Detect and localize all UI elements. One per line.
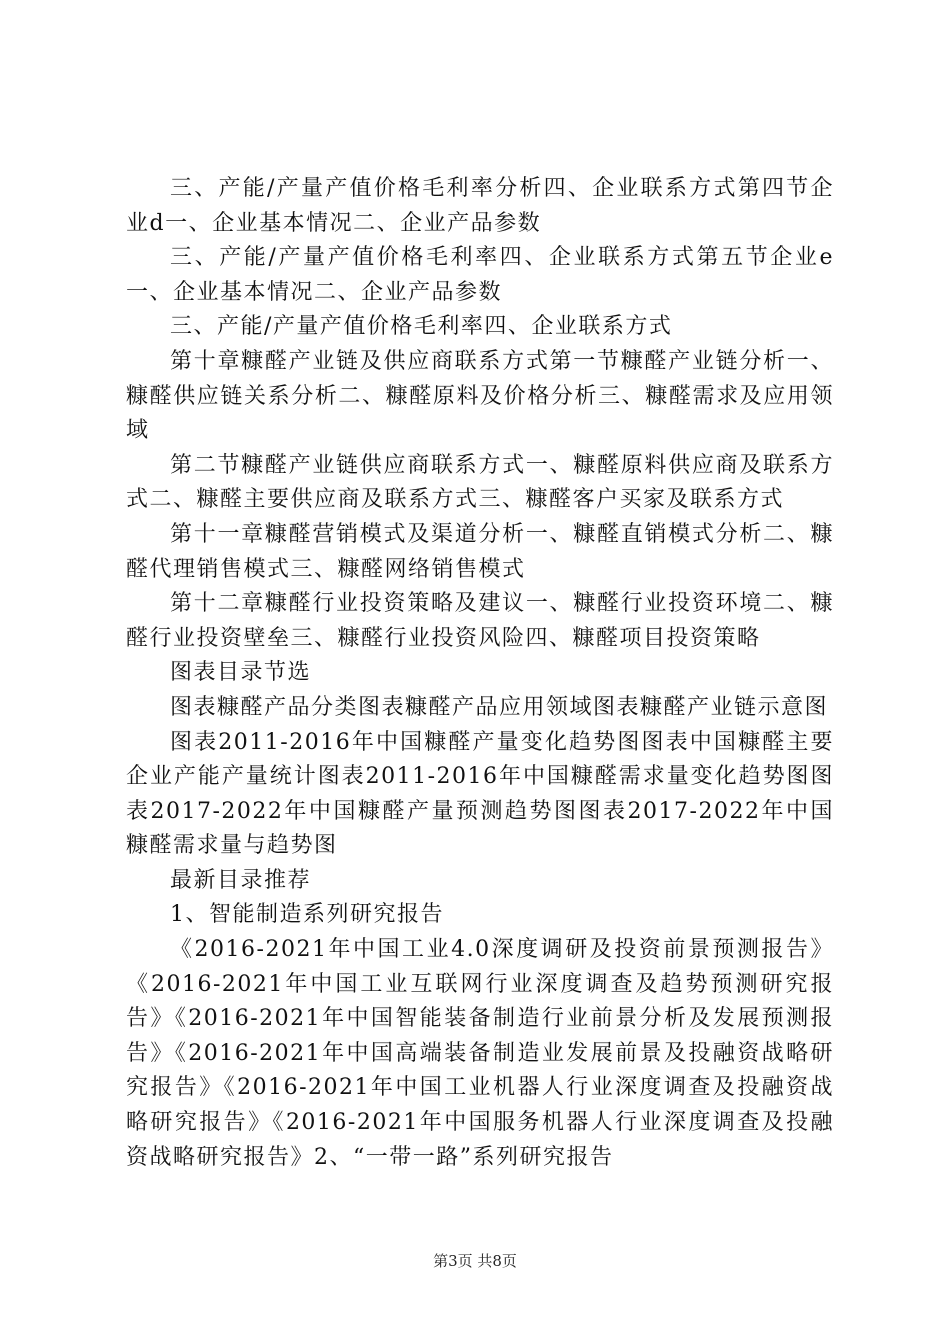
paragraph-report-list: 《2016-2021年中国工业4.0深度调研及投资前景预测报告》《2016-2021年中国工业互联网行业深度调查及趋势预测研究报告》《2016-2021年中国智能装备制造行业前景分析及发展预测报告》《2016-2021年中国高端装备制造业发展前景及投融资战略研究报告》《2016-2021年中国工业机器人行业深度调查及投融资战略研究报告》《2016-2021年中国服务机器人行业深度调查及投融资战略研究报告》2、“一带一路”系列研究报告 — [126, 937, 834, 1170]
paragraph-chart-index-heading: 图表目录节选 — [170, 660, 312, 686]
paragraph-capacity: 三、产能/产量产值价格毛利率四、企业联系方式 — [170, 314, 673, 340]
paragraph-chapter-10-section-2: 第二节糠醛产业链供应商联系方式一、糠醛原料供应商及联系方式二、糠醛主要供应商及联系方式三、糠醛客户买家及联系方式 — [126, 452, 834, 513]
paragraph-latest-catalog-heading: 最新目录推荐 — [170, 867, 312, 893]
paragraph-chapter-10: 第十章糠醛产业链及供应商联系方式第一节糠醛产业链分析一、糠醛供应链关系分析二、糠醛原料及价格分析三、糠醛需求及应用领域 — [126, 348, 834, 444]
paragraph-chapter-11: 第十一章糠醛营销模式及渠道分析一、糠醛直销模式分析二、糠醛代理销售模式三、糠醛网络销售模式 — [126, 521, 834, 582]
paragraph-company-d: 三、产能/产量产值价格毛利率分析四、企业联系方式第四节企业d一、企业基本情况二、企业产品参数 — [126, 176, 834, 236]
paragraph-smart-manufacturing-heading: 1、智能制造系列研究报告 — [170, 902, 444, 928]
document-body — [126, 172, 834, 1175]
paragraph-company-e: 三、产能/产量产值价格毛利率四、企业联系方式第五节企业e一、企业基本情况二、企业产品参数 — [126, 245, 834, 305]
paragraph-chapter-12: 第十二章糠醛行业投资策略及建议一、糠醛行业投资环境二、糠醛行业投资壁垒三、糠醛行业投资风险四、糠醛项目投资策略 — [126, 591, 834, 651]
page-number: 第3页 共8页 — [433, 1252, 517, 1270]
paragraph-chart-list-1: 图表糠醛产品分类图表糠醛产品应用领域图表糠醛产业链示意图 — [170, 694, 829, 720]
paragraph-chart-list-2: 图表2011-2016年中国糠醛产量变化趋势图图表中国糠醛主要企业产能产量统计图表2011-2016年中国糠醛需求量变化趋势图图表2017-2022年中国糠醛产量预测趋势图图表2017-2022年中国糠醛需求量与趋势图 — [126, 729, 834, 859]
